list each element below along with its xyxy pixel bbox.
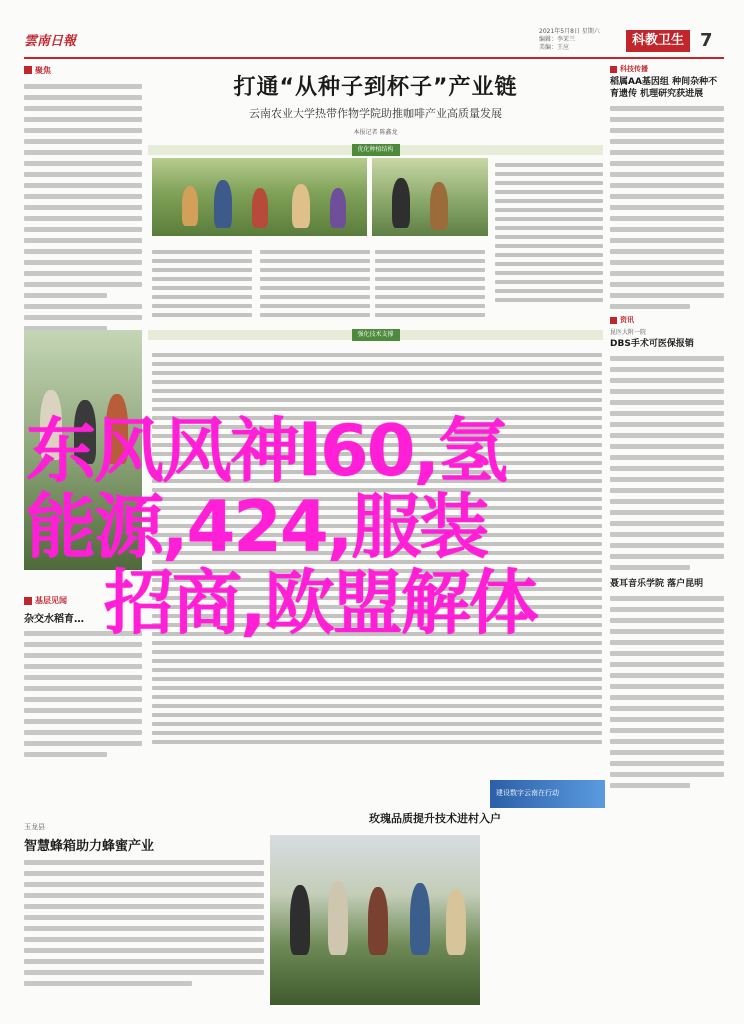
section-banner-2 [148, 330, 603, 340]
ad-banner [490, 780, 605, 808]
right-title-2: DBS手术可医保报销 [610, 339, 694, 349]
ad-text: 建设数字云南在行动 [496, 789, 559, 797]
main-story-header [148, 62, 603, 152]
banner-label-2: 强化技术支撑 [351, 329, 399, 341]
right-tag-1-label: 科技传播 [620, 65, 648, 73]
right-tag-2 [610, 315, 724, 325]
masthead-rule [24, 57, 724, 59]
tag-marker-icon [610, 66, 617, 73]
lower-left-text [24, 631, 142, 757]
right-text-3 [610, 596, 724, 788]
date-line: 2021年5月8日 星期六 [539, 28, 600, 35]
banner-label: 优化种植结构 [351, 144, 399, 156]
tag-marker-icon [24, 66, 32, 74]
section-banner [148, 145, 603, 155]
tag-marker-icon [24, 597, 32, 605]
rose-greenhouse-photo [270, 835, 480, 1005]
overlay-line-1: 东风风神l60,氢 [26, 410, 506, 492]
newspaper-logo: 雲南日報 [24, 34, 77, 49]
right-text-2 [610, 356, 724, 570]
designer-line: 美编：王应 [539, 44, 570, 51]
main-byline: 本报记者 陈鑫龙 [353, 129, 398, 136]
left-body-text [24, 84, 142, 331]
right-text-1 [610, 106, 724, 309]
overlay-line-3: 招商,欧盟解体 [104, 562, 537, 644]
bottom-center-story [270, 810, 600, 826]
right-title-3: 聂耳音乐学院 落户昆明 [610, 579, 704, 589]
left-tag-label: 聚焦 [35, 65, 51, 75]
right-column [610, 62, 724, 1012]
center-text-block-1 [152, 245, 252, 325]
lower-left-tag-label: 基层见闻 [35, 596, 67, 605]
right-tag-2-label: 资讯 [620, 316, 634, 324]
right-title-1: 稻属AA基因组 种间杂种不育遗传 机理研究获进展 [610, 77, 718, 99]
bottom-left-story [24, 822, 264, 992]
editor-line: 编辑：李茉兰 [539, 36, 576, 43]
tea-field-photo [152, 158, 367, 236]
page-number: 7 [700, 30, 713, 51]
right-kicker-2: 昆医大附一院 [610, 329, 647, 336]
right-tag-1 [610, 64, 724, 74]
bottom-center-headline: 玫瑰品质提升技术进村入户 [369, 812, 501, 825]
date-block [539, 28, 619, 52]
bottom-left-kicker: 玉龙县 [24, 823, 45, 831]
main-subhead: 云南农业大学热带作物学院助推咖啡产业高质量发展 [249, 107, 502, 120]
tag-marker-icon [610, 317, 617, 324]
left-tag [24, 62, 142, 78]
overlay-line-2: 能源,424,服装 [26, 486, 488, 568]
center-text-block-2 [260, 245, 370, 325]
farmers-photo [372, 158, 488, 236]
center-text-block-3 [375, 245, 485, 325]
main-headline: 打通“从种子到杯子”产业链 [233, 75, 518, 100]
bottom-left-headline: 智慧蜂箱助力蜂蜜产业 [24, 839, 155, 854]
lower-left-headline: 杂交水稻育… [24, 614, 84, 625]
masthead [24, 28, 724, 56]
bottom-left-text [24, 860, 264, 986]
center-text-block-4 [495, 158, 603, 328]
section-name: 科教卫生 [626, 30, 690, 52]
